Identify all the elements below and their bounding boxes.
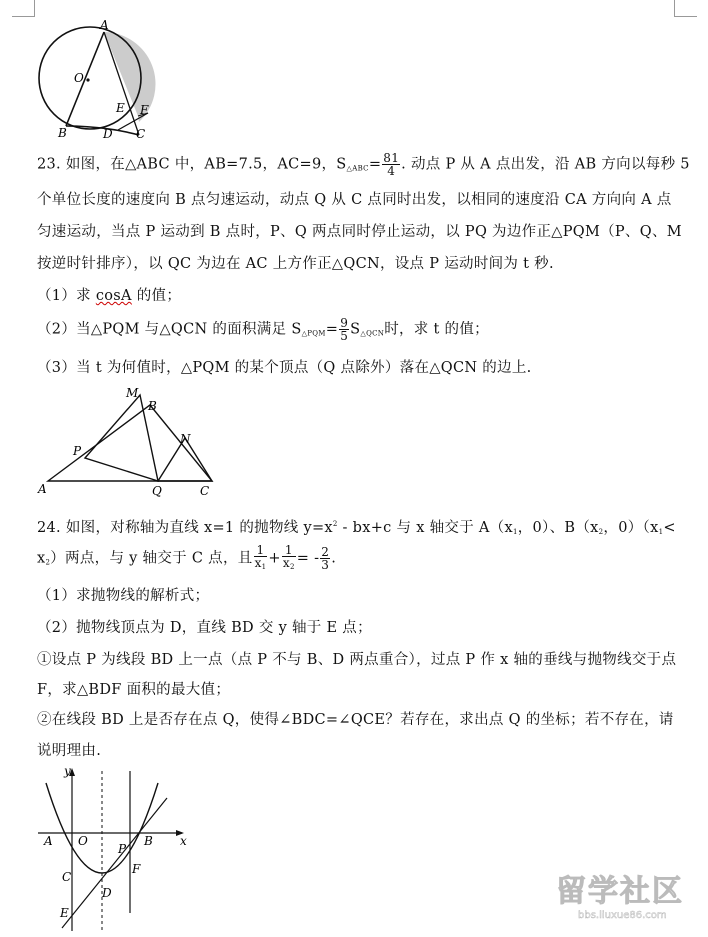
figure-parabola [32, 763, 192, 933]
fig2-label-c: C [200, 484, 210, 498]
q24-sub-1-line-2: F，求△BDF 面积的最大值； [37, 682, 231, 698]
fig1-label-e: E [116, 101, 125, 115]
fraction-1-x2: $\frac{1}{x_2}$ [282, 543, 295, 571]
fig1-label-f: F [140, 103, 149, 117]
q23-line-4: 按逆时针排序），以 QC 为边在 AC 上方作正△QCN，设点 P 运动时间为 t 秒. [37, 256, 554, 272]
fig3-label-d: D [102, 886, 112, 900]
corner-mark-left [12, 0, 35, 17]
fig2-label-q: Q [152, 484, 162, 498]
fig3-label-e: E [60, 906, 69, 920]
watermark-url: bbs.liuxue86.com [578, 910, 667, 921]
fig3-label-f: F [132, 862, 141, 876]
fraction-9-5: $\frac{9}{5}$ [340, 316, 349, 343]
watermark-text: 留学社区 [556, 874, 684, 909]
fig3-label-b: B [144, 834, 153, 848]
fig3-label-y: y [64, 764, 71, 778]
fig3-label-c: C [62, 870, 72, 884]
fig1-label-d: D [103, 127, 113, 141]
fig2-label-n: N [180, 432, 191, 446]
fraction-1-x1: $\frac{1}{x_1}$ [254, 543, 267, 571]
corner-mark-right [674, 0, 697, 17]
q23-part-2: （2）当△PQM 与△QCN 的面积满足 $S_{\triangle PQM}=$ $\frac{9}{5}$ $S_{\triangle QCN}$时，求 t 的值； [37, 316, 489, 343]
q23-line-3: 匀速运动，当点 P 运动到 B 点时，P、Q 两点同时停止运动，以 PQ 为边作正△PQM（P、Q、M [37, 224, 682, 240]
fig3-label-o: O [78, 834, 88, 848]
figure-circle [30, 20, 160, 145]
fig1-label-a: A [100, 20, 109, 32]
q24-part-2: （2）抛物线顶点为 D，直线 BD 交 y 轴于 E 点； [37, 620, 372, 636]
q23-part-3: （3）当 t 为何值时，△PQM 的某个顶点（Q 点除外）落在△QCN 的边上. [37, 360, 532, 376]
fig2-label-p: P [73, 444, 82, 458]
fig1-label-o: O [74, 71, 84, 85]
q24-sub-2-line-2: 说明理由. [37, 743, 102, 759]
fig2-label-b: B [148, 399, 157, 413]
q24-part-1: （1）求抛物线的解析式； [37, 588, 210, 604]
q24-line-1: 24. 如图，对称轴为直线 x=1 的抛物线 $y=x^2 - bx+c$ 与 x 轴交于 $A(x_1$，0）、$B(x_2$，$0)(x_1<$ [37, 520, 676, 536]
q24-sub-2-line-1: ②在线段 BD 上是否存在点 Q，使得∠BDC=∠QCE？若存在，求出点 Q 的坐标；若不存在，请 [37, 712, 674, 728]
fig1-label-c: C [136, 127, 146, 141]
q23-line-1: 23. 如图，在△ABC 中，AB=7.5，AC=9，$S_{\triangle ABC}=$ $\frac{81}{4}$ . 动点 P 从 A 点出发，沿 AB 方向以每秒 5 [37, 151, 690, 178]
fig2-label-a: A [38, 482, 47, 496]
fraction-2-3: $\frac{2}{3}$ [321, 545, 330, 572]
watermark [556, 866, 696, 936]
fig1-label-b: B [58, 126, 67, 140]
fig3-label-p: P [118, 842, 127, 856]
q24-sub-1-line-1: ①设点 P 为线段 BD 上一点（点 P 不与 B、D 两点重合），过点 P 作 x 轴的垂线与抛物线交于点 [37, 652, 677, 668]
fraction-81-4: $\frac{81}{4}$ [383, 151, 400, 178]
q23-line-2: 个单位长度的速度向 B 点匀速运动，动点 Q 从 C 点同时出发，以相同的速度沿 CA 方向向 A 点 [37, 192, 672, 208]
fig3-label-a: A [44, 834, 53, 848]
q24-line-2: $x_2$）两点，与 y 轴交于 C 点，且 $\frac{1}{x_1}$ + $\frac{1}{x_2}$ = - $\frac{2}{3}$ . [37, 543, 337, 572]
fig3-label-x: x [180, 834, 187, 848]
figure-triangles [30, 383, 230, 501]
q23-part-1: （1）求 cosA 的值； [37, 288, 182, 304]
fig2-label-m: M [126, 386, 139, 400]
